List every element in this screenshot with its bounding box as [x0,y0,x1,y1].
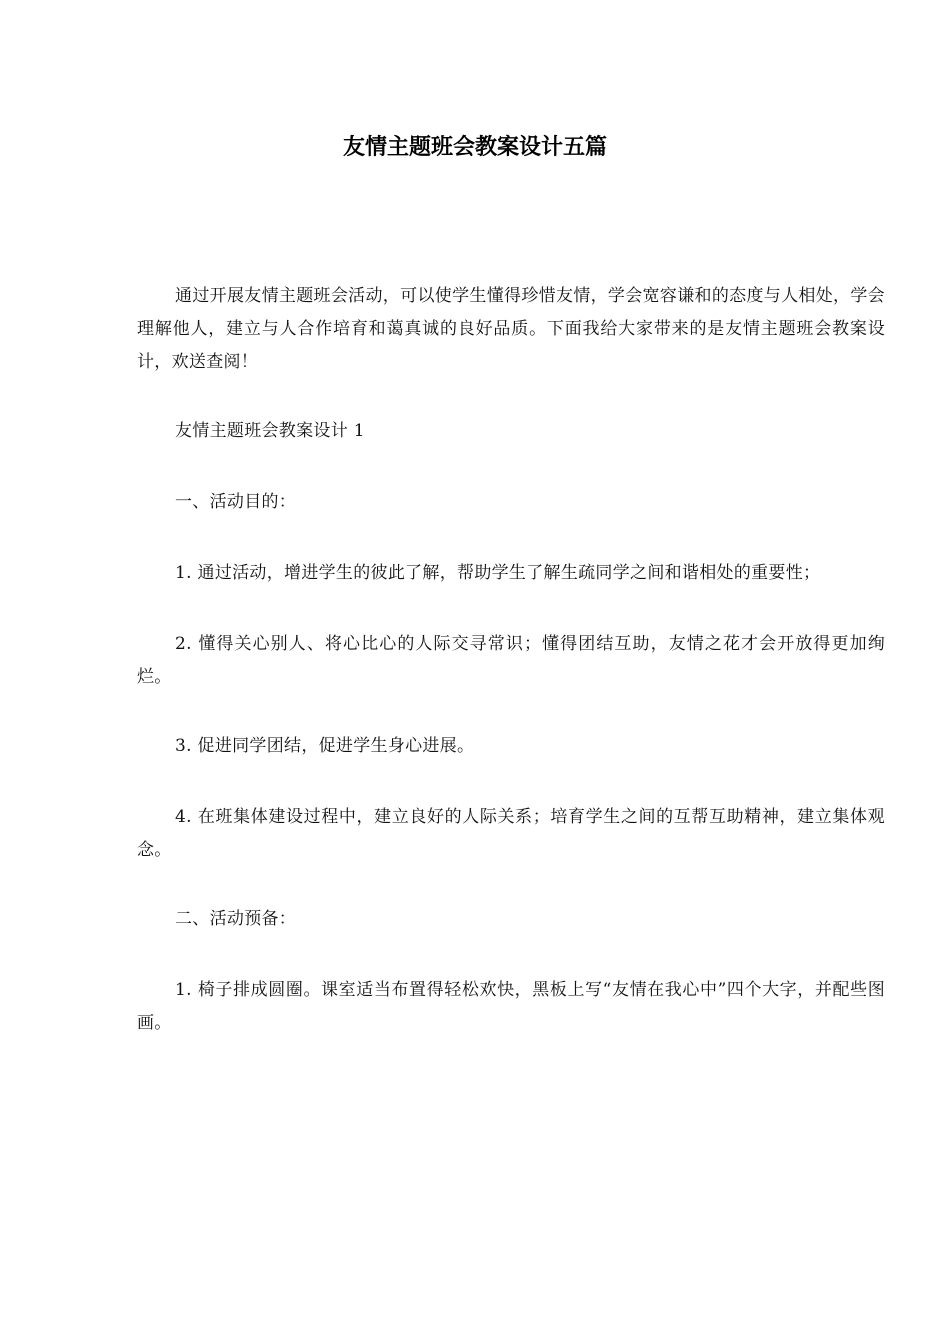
section-heading-design-1: 友情主题班会教案设计 1 [175,421,365,441]
document-title: 友情主题班会教案设计五篇 [342,135,607,160]
purpose-item-3: 3. 促进同学团结，促进学生身心进展。 [175,736,475,756]
heading-activity-purpose: 一、活动目的： [175,492,297,512]
purpose-item-2: 2. 懂得关心别人、将心比心的人际交寻常识；懂得团结互助，友情之花才会开放得更加绚烂。 [137,634,885,687]
purpose-item-1: 1. 通过活动，增进学生的彼此了解，帮助学生了解生疏同学之间和谐相处的重要性； [175,563,821,583]
preparation-item-1: 1. 椅子排成圆圈。课室适当布置得轻松欢快，黑板上写“友情在我心中”四个大字，并配些图画。 [137,980,885,1033]
purpose-item-4: 4. 在班集体建设过程中，建立良好的人际关系；培育学生之间的互帮互助精神，建立集体观念。 [137,807,885,860]
document-body [137,280,885,1040]
heading-activity-preparation: 二、活动预备： [175,909,297,929]
intro-paragraph: 通过开展友情主题班会活动，可以使学生懂得珍惜友情，学会宽容谦和的态度与人相处，学会理解他人，建立与人合作培育和蔼真诚的良好品质。下面我给大家带来的是友情主题班会教案设计，欢送查阅！ [137,286,885,372]
